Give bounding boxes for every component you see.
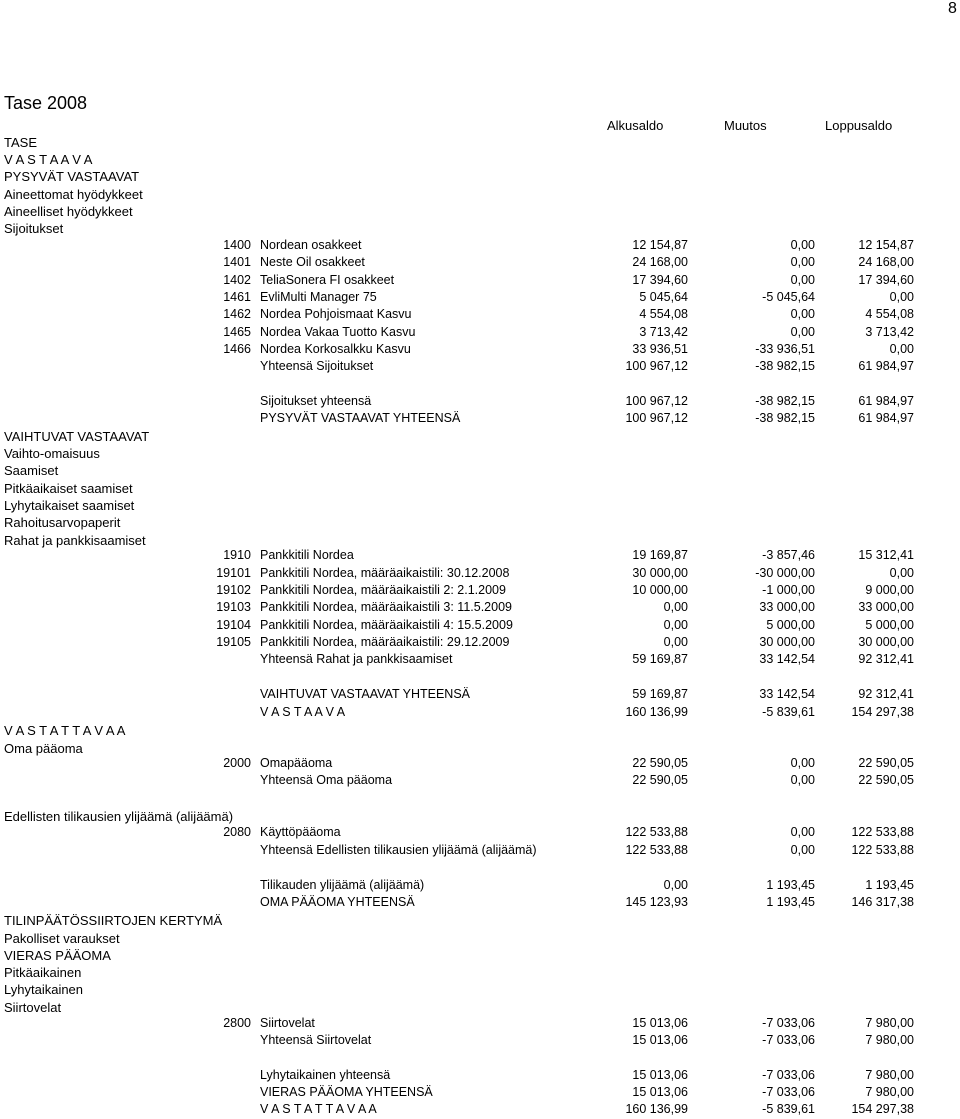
table-row <box>0 548 960 565</box>
table-row <box>0 307 960 324</box>
account-name: V A S T A T T A V A A <box>260 1102 377 1116</box>
muutos-value: -33 936,51 <box>755 342 815 356</box>
loppusaldo-value: 122 533,88 <box>851 843 914 857</box>
account-name: PYSYVÄT VASTAAVAT YHTEENSÄ <box>260 411 461 425</box>
alkusaldo-value: 15 013,06 <box>632 1085 688 1099</box>
account-name: Yhteensä Edellisten tilikausien ylijäämä (alijäämä) <box>260 843 537 857</box>
muutos-value: -38 982,15 <box>755 359 815 373</box>
account-name: Yhteensä Rahat ja pankkisaamiset <box>260 652 453 666</box>
loppusaldo-value: 0,00 <box>889 566 914 580</box>
account-name: Nordea Korkosalkku Kasvu <box>260 342 411 356</box>
page-number: 8 <box>948 0 957 17</box>
loppusaldo-value: 92 312,41 <box>858 687 914 701</box>
table-row <box>0 1016 960 1033</box>
alkusaldo-value: 122 533,88 <box>625 843 688 857</box>
account-number: 2800 <box>223 1016 251 1030</box>
section-label: Saamiset <box>4 463 59 478</box>
account-name: TeliaSonera FI osakkeet <box>260 273 395 287</box>
loppusaldo-value: 24 168,00 <box>858 255 914 269</box>
section-label: V A S T A T T A V A A <box>4 723 126 738</box>
account-name: Nordea Pohjoismaat Kasvu <box>260 307 412 321</box>
table-row <box>0 652 960 669</box>
alkusaldo-value: 100 967,12 <box>625 359 688 373</box>
table-row <box>0 566 960 583</box>
section-label: Sijoitukset <box>4 221 64 236</box>
account-number: 1461 <box>223 290 251 304</box>
muutos-value: 33 000,00 <box>759 600 815 614</box>
table-row <box>0 1033 960 1050</box>
loppusaldo-value: 0,00 <box>889 290 914 304</box>
table-row <box>0 773 960 790</box>
table-row <box>0 878 960 895</box>
alkusaldo-value: 59 169,87 <box>632 652 688 666</box>
table-row <box>0 825 960 842</box>
account-number: 19103 <box>216 600 251 614</box>
table-row <box>0 583 960 600</box>
loppusaldo-value: 22 590,05 <box>858 756 914 770</box>
muutos-value: 0,00 <box>790 825 815 839</box>
section-label: Lyhytaikaiset saamiset <box>4 498 135 513</box>
account-number: 1402 <box>223 273 251 287</box>
loppusaldo-value: 7 980,00 <box>865 1068 914 1082</box>
alkusaldo-value: 30 000,00 <box>632 566 688 580</box>
account-name: Pankkitili Nordea, määräaikaistili 3: 11.5.2009 <box>260 600 512 614</box>
alkusaldo-value: 22 590,05 <box>632 756 688 770</box>
loppusaldo-value: 17 394,60 <box>858 273 914 287</box>
account-name: Pankkitili Nordea, määräaikaistili 2: 2.1.2009 <box>260 583 506 597</box>
table-row <box>0 756 960 773</box>
account-number: 1466 <box>223 342 251 356</box>
muutos-value: 0,00 <box>790 756 815 770</box>
section-label: Rahoitusarvopaperit <box>4 515 121 530</box>
muutos-value: 0,00 <box>790 255 815 269</box>
table-row <box>0 600 960 617</box>
alkusaldo-value: 15 013,06 <box>632 1016 688 1030</box>
table-row <box>0 705 960 722</box>
account-number: 1401 <box>223 255 251 269</box>
alkusaldo-value: 15 013,06 <box>632 1033 688 1047</box>
table-row <box>0 687 960 704</box>
table-row <box>0 843 960 860</box>
alkusaldo-value: 22 590,05 <box>632 773 688 787</box>
loppusaldo-value: 0,00 <box>889 342 914 356</box>
muutos-value: 0,00 <box>790 843 815 857</box>
table-row <box>0 1102 960 1119</box>
account-name: Nordea Vakaa Tuotto Kasvu <box>260 325 416 339</box>
account-name: Yhteensä Oma pääoma <box>260 773 393 787</box>
section-label: Aineettomat hyödykkeet <box>4 187 143 202</box>
muutos-value: 0,00 <box>790 307 815 321</box>
account-name: Siirtovelat <box>260 1016 315 1030</box>
muutos-value: 0,00 <box>790 238 815 252</box>
account-name: Yhteensä Sijoitukset <box>260 359 374 373</box>
table-row <box>0 273 960 290</box>
table-row <box>0 325 960 342</box>
table-row <box>0 255 960 272</box>
section-label: Edellisten tilikausien ylijäämä (alijäämä) <box>4 809 234 824</box>
table-row <box>0 635 960 652</box>
table-row <box>0 394 960 411</box>
muutos-value: -7 033,06 <box>762 1068 815 1082</box>
loppusaldo-value: 5 000,00 <box>865 618 914 632</box>
account-number: 1465 <box>223 325 251 339</box>
muutos-value: 1 193,45 <box>766 895 815 909</box>
section-label: Siirtovelat <box>4 1000 62 1015</box>
muutos-value: -5 839,61 <box>762 705 815 719</box>
alkusaldo-value: 5 045,64 <box>639 290 688 304</box>
account-name: Yhteensä Siirtovelat <box>260 1033 372 1047</box>
account-number: 2000 <box>223 756 251 770</box>
loppusaldo-value: 7 980,00 <box>865 1085 914 1099</box>
section-label: TASE <box>4 135 37 150</box>
loppusaldo-value: 9 000,00 <box>865 583 914 597</box>
loppusaldo-value: 22 590,05 <box>858 773 914 787</box>
account-name: Omapääoma <box>260 756 333 770</box>
muutos-value: -30 000,00 <box>755 566 815 580</box>
muutos-value: 0,00 <box>790 325 815 339</box>
section-label: Pitkäaikaiset saamiset <box>4 481 133 496</box>
loppusaldo-value: 146 317,38 <box>851 895 914 909</box>
account-name: EvliMulti Manager 75 <box>260 290 377 304</box>
section-label: TILINPÄÄTÖSSIIRTOJEN KERTYMÄ <box>4 913 223 928</box>
alkusaldo-value: 19 169,87 <box>632 548 688 562</box>
column-header-loppusaldo: Loppusaldo <box>825 118 893 133</box>
muutos-value: 33 142,54 <box>759 652 815 666</box>
account-name: V A S T A A V A <box>260 705 346 719</box>
table-row <box>0 618 960 635</box>
alkusaldo-value: 160 136,99 <box>625 1102 688 1116</box>
loppusaldo-value: 92 312,41 <box>858 652 914 666</box>
account-number: 19104 <box>216 618 251 632</box>
table-row <box>0 359 960 376</box>
muutos-value: -7 033,06 <box>762 1016 815 1030</box>
account-name: Neste Oil osakkeet <box>260 255 365 269</box>
alkusaldo-value: 10 000,00 <box>632 583 688 597</box>
loppusaldo-value: 154 297,38 <box>851 705 914 719</box>
account-name: Pankkitili Nordea, määräaikaistili: 30.12.2008 <box>260 566 510 580</box>
loppusaldo-value: 1 193,45 <box>865 878 914 892</box>
alkusaldo-value: 15 013,06 <box>632 1068 688 1082</box>
section-label: Pakolliset varaukset <box>4 931 120 946</box>
section-label: Aineelliset hyödykkeet <box>4 204 133 219</box>
muutos-value: -5 045,64 <box>762 290 815 304</box>
account-name: Pankkitili Nordea, määräaikaistili: 29.12.2009 <box>260 635 510 649</box>
section-label: VIERAS PÄÄOMA <box>4 948 111 963</box>
alkusaldo-value: 0,00 <box>663 635 688 649</box>
loppusaldo-value: 7 980,00 <box>865 1033 914 1047</box>
section-label: Rahat ja pankkisaamiset <box>4 533 146 548</box>
alkusaldo-value: 0,00 <box>663 878 688 892</box>
account-name: Käyttöpääoma <box>260 825 341 839</box>
alkusaldo-value: 100 967,12 <box>625 411 688 425</box>
alkusaldo-value: 0,00 <box>663 618 688 632</box>
alkusaldo-value: 122 533,88 <box>625 825 688 839</box>
muutos-value: -3 857,46 <box>762 548 815 562</box>
account-name: Nordean osakkeet <box>260 238 362 252</box>
account-number: 19101 <box>216 566 251 580</box>
muutos-value: 30 000,00 <box>759 635 815 649</box>
muutos-value: -38 982,15 <box>755 394 815 408</box>
section-label: Lyhytaikainen <box>4 982 84 997</box>
alkusaldo-value: 145 123,93 <box>625 895 688 909</box>
muutos-value: 0,00 <box>790 273 815 287</box>
account-number: 1910 <box>223 548 251 562</box>
muutos-value: 1 193,45 <box>766 878 815 892</box>
loppusaldo-value: 33 000,00 <box>858 600 914 614</box>
account-name: Lyhytaikainen yhteensä <box>260 1068 391 1082</box>
account-name: Pankkitili Nordea, määräaikaistili 4: 15.5.2009 <box>260 618 513 632</box>
loppusaldo-value: 12 154,87 <box>858 238 914 252</box>
table-row <box>0 895 960 912</box>
account-number: 19102 <box>216 583 251 597</box>
alkusaldo-value: 17 394,60 <box>632 273 688 287</box>
account-name: OMA PÄÄOMA YHTEENSÄ <box>260 895 415 909</box>
loppusaldo-value: 4 554,08 <box>865 307 914 321</box>
loppusaldo-value: 15 312,41 <box>858 548 914 562</box>
table-row <box>0 342 960 359</box>
account-number: 1400 <box>223 238 251 252</box>
table-row <box>0 238 960 255</box>
table-row <box>0 290 960 307</box>
table-row <box>0 1068 960 1085</box>
loppusaldo-value: 61 984,97 <box>858 411 914 425</box>
loppusaldo-value: 61 984,97 <box>858 359 914 373</box>
section-label: Pitkäaikainen <box>4 965 82 980</box>
alkusaldo-value: 160 136,99 <box>625 705 688 719</box>
section-label: VAIHTUVAT VASTAAVAT <box>4 429 150 444</box>
column-header-muutos: Muutos <box>724 118 767 133</box>
muutos-value: 0,00 <box>790 773 815 787</box>
alkusaldo-value: 24 168,00 <box>632 255 688 269</box>
table-row <box>0 411 960 428</box>
alkusaldo-value: 12 154,87 <box>632 238 688 252</box>
account-number: 19105 <box>216 635 251 649</box>
section-label: Oma pääoma <box>4 741 83 756</box>
muutos-value: -38 982,15 <box>755 411 815 425</box>
account-name: VIERAS PÄÄOMA YHTEENSÄ <box>260 1085 433 1099</box>
table-row <box>0 1085 960 1102</box>
account-name: Tilikauden ylijäämä (alijäämä) <box>260 878 425 892</box>
section-label: V A S T A A V A <box>4 152 93 167</box>
page-title: Tase 2008 <box>4 93 88 113</box>
loppusaldo-value: 30 000,00 <box>858 635 914 649</box>
account-number: 1462 <box>223 307 251 321</box>
alkusaldo-value: 59 169,87 <box>632 687 688 701</box>
alkusaldo-value: 3 713,42 <box>639 325 688 339</box>
account-name: VAIHTUVAT VASTAAVAT YHTEENSÄ <box>260 687 471 701</box>
account-name: Pankkitili Nordea <box>260 548 354 562</box>
account-number: 2080 <box>223 825 251 839</box>
muutos-value: 5 000,00 <box>766 618 815 632</box>
muutos-value: -7 033,06 <box>762 1085 815 1099</box>
loppusaldo-value: 61 984,97 <box>858 394 914 408</box>
section-label: Vaihto-omaisuus <box>4 446 100 461</box>
section-label: PYSYVÄT VASTAAVAT <box>4 169 140 184</box>
muutos-value: -7 033,06 <box>762 1033 815 1047</box>
muutos-value: -5 839,61 <box>762 1102 815 1116</box>
alkusaldo-value: 4 554,08 <box>639 307 688 321</box>
alkusaldo-value: 0,00 <box>663 600 688 614</box>
muutos-value: 33 142,54 <box>759 687 815 701</box>
loppusaldo-value: 154 297,38 <box>851 1102 914 1116</box>
loppusaldo-value: 7 980,00 <box>865 1016 914 1030</box>
column-header-alkusaldo: Alkusaldo <box>607 118 664 133</box>
alkusaldo-value: 100 967,12 <box>625 394 688 408</box>
loppusaldo-value: 122 533,88 <box>851 825 914 839</box>
account-name: Sijoitukset yhteensä <box>260 394 372 408</box>
loppusaldo-value: 3 713,42 <box>865 325 914 339</box>
muutos-value: -1 000,00 <box>762 583 815 597</box>
alkusaldo-value: 33 936,51 <box>632 342 688 356</box>
